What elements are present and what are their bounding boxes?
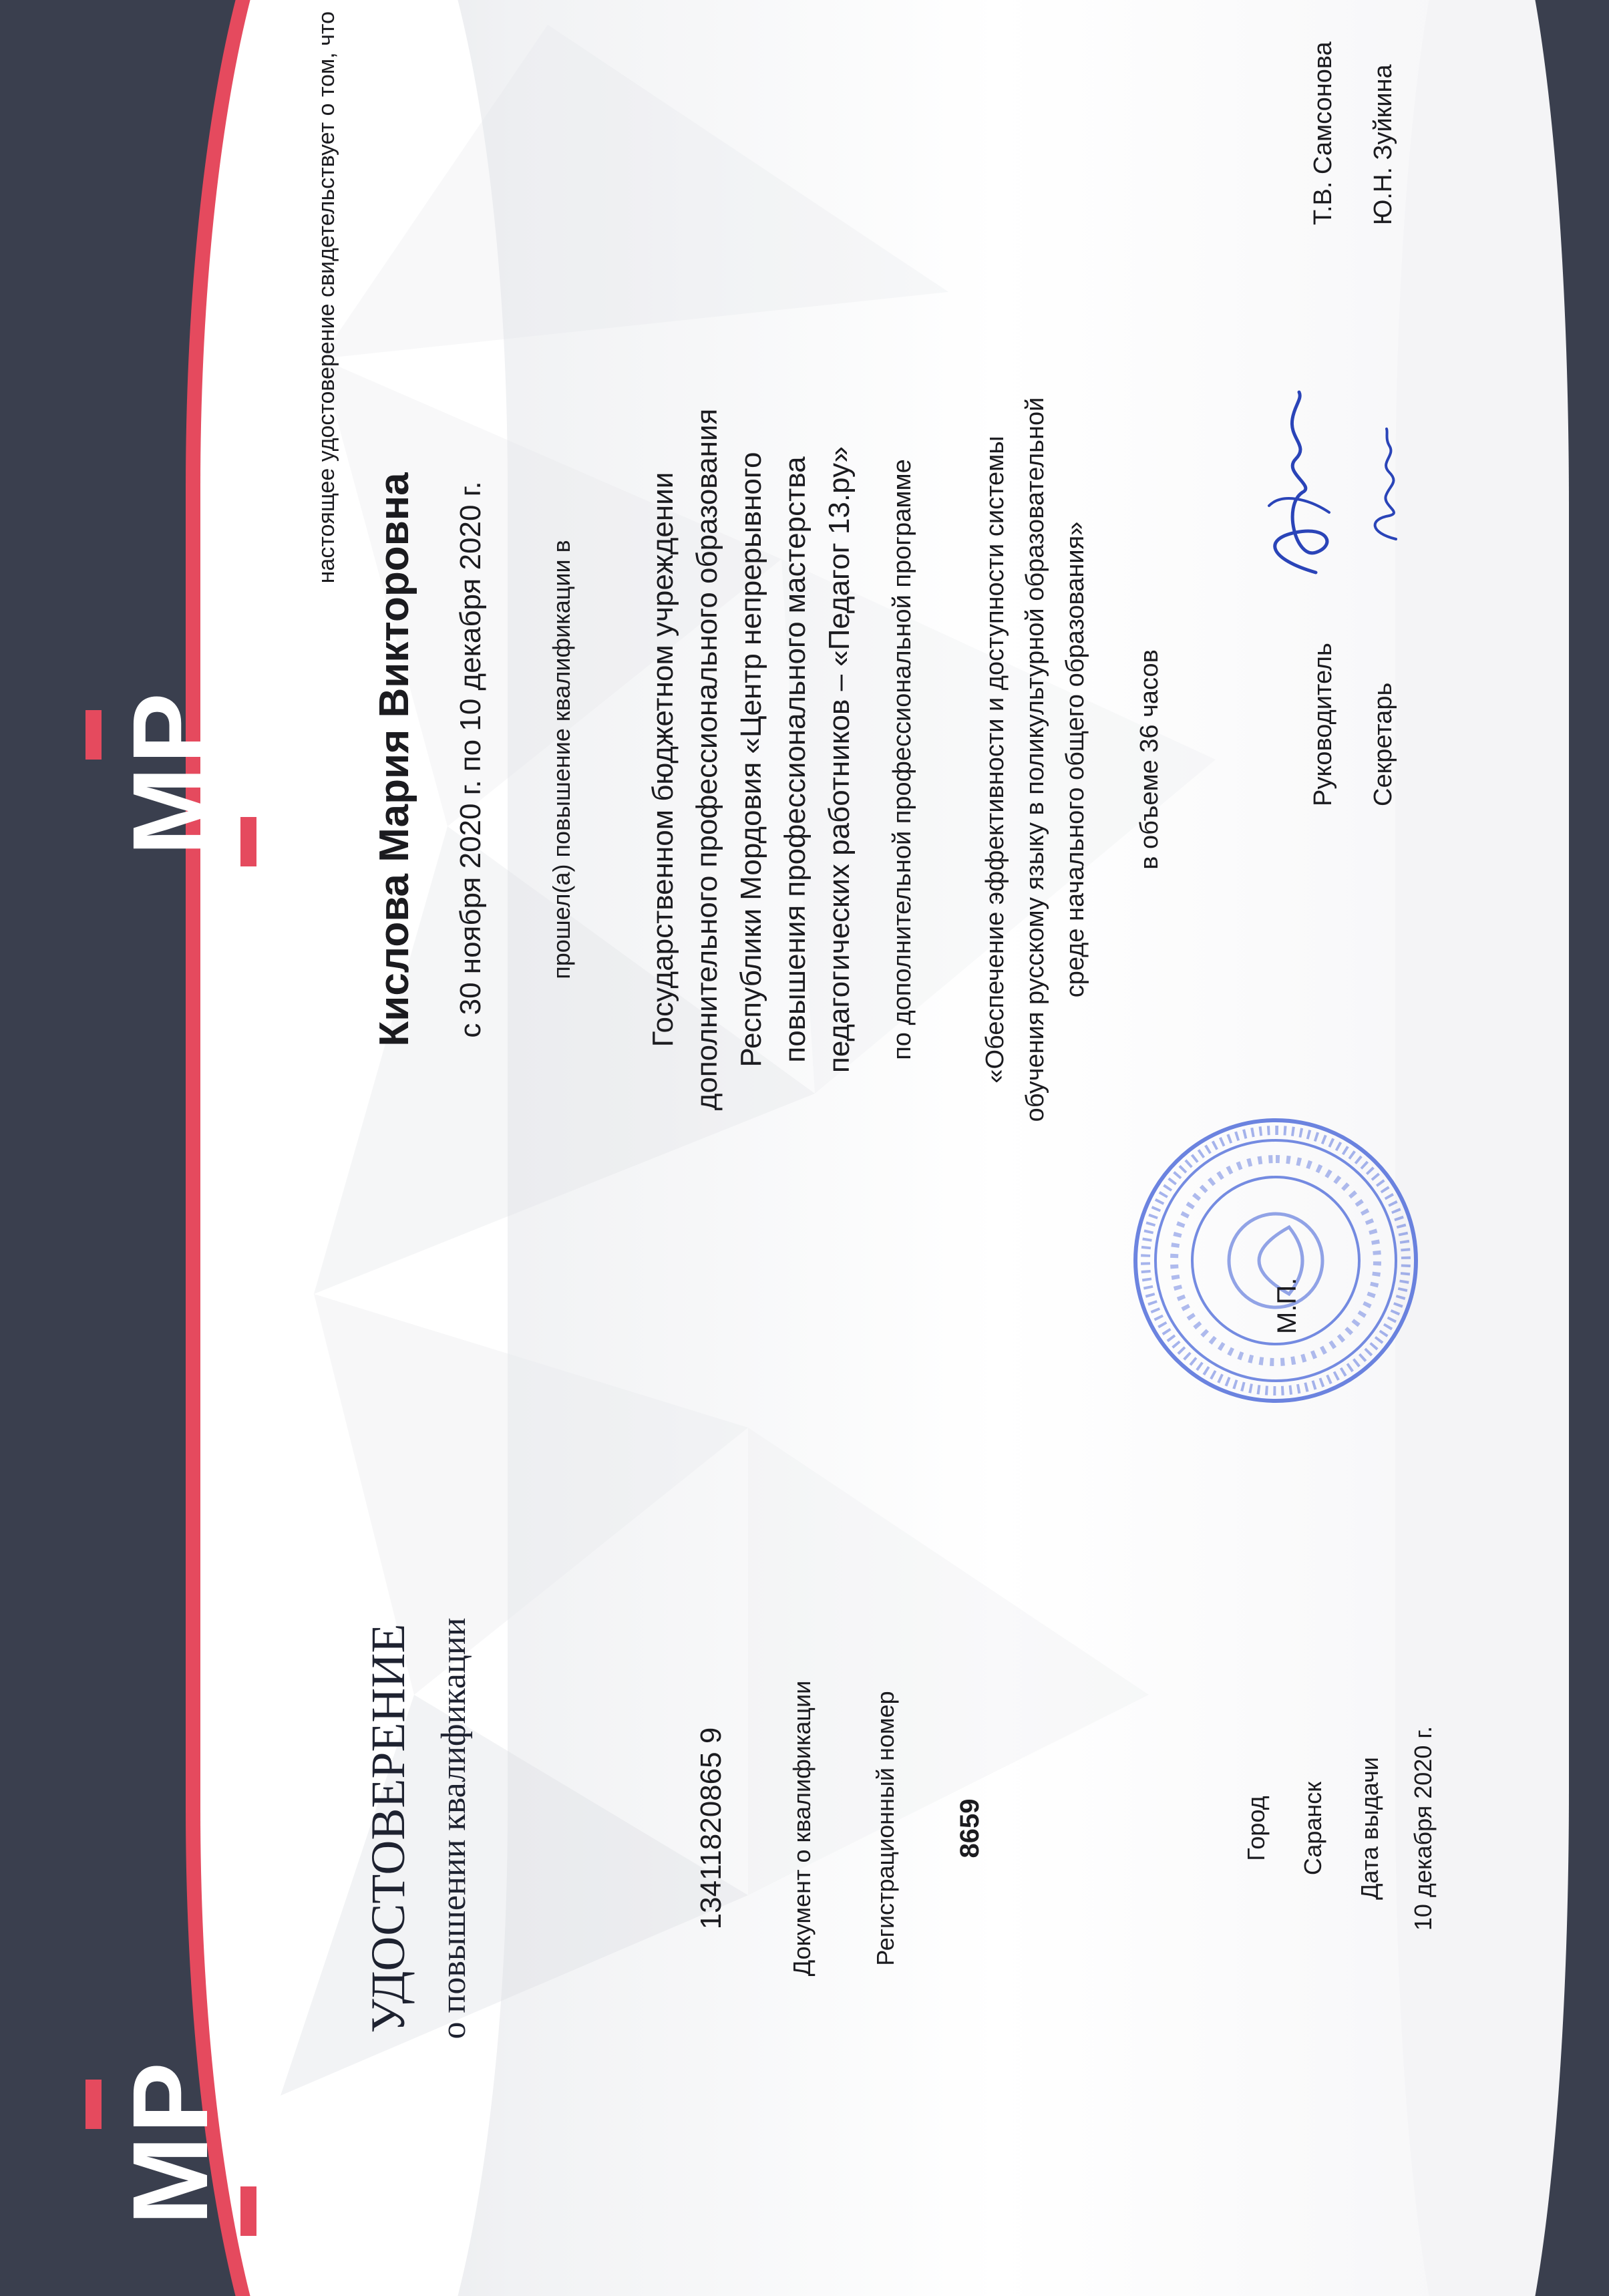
secretary-role: Секретарь: [1369, 682, 1397, 806]
head-role: Руководитель: [1309, 643, 1337, 806]
institution-name: [641, 225, 862, 1294]
secretary-name: Ю.Н. Зуйкина: [1369, 64, 1397, 225]
certificate-title: УДОСТОВЕРЕНИЕ: [361, 1623, 415, 2033]
institution-line: дополнительного профессионального образования: [691, 408, 723, 1111]
head-name: Т.В. Самсонова: [1309, 41, 1337, 225]
program-title: [975, 205, 1095, 1314]
institution-line: Республики Мордовия «Центр непрерывного: [735, 452, 767, 1068]
logo-text: МР: [110, 690, 230, 856]
city-label: Город: [1242, 1796, 1270, 1861]
logo-right: [73, 673, 274, 873]
logo-accent-bar: [240, 817, 256, 866]
program-line: обучения русскому языку в поликультурной образовательной: [1021, 397, 1049, 1122]
logo-accent-bar: [240, 2186, 256, 2236]
issue-date-value: 10 декабря 2020 г.: [1409, 1726, 1437, 1931]
serial-number: 13411820865 9: [695, 1727, 727, 1930]
stamp-label: М.П.: [1272, 1277, 1302, 1334]
passed-text: прошел(а) повышение квалификации в: [548, 540, 575, 979]
program-label: по дополнительной профессиональной программе: [888, 459, 916, 1060]
training-period: с 30 ноября 2020 г. по 10 декабря 2020 г.: [454, 481, 487, 1038]
secretary-signature: [1363, 426, 1409, 546]
institution-line: Государственном бюджетном учреждении: [647, 472, 679, 1047]
logo-left: [73, 2042, 274, 2243]
recipient-name: Кислова Мария Викторовна: [371, 472, 417, 1047]
intro-text: настоящее удостоверение свидетельствует о том, что: [314, 11, 339, 584]
document-label: Документ о квалификации: [788, 1680, 816, 1977]
registration-number: 8659: [955, 1798, 985, 1858]
logo-text: МР: [110, 2060, 230, 2225]
logo-accent-bar: [85, 2080, 102, 2129]
institution-line: повышения профессионального мастерства: [779, 456, 812, 1063]
issue-date-label: Дата выдачи: [1356, 1757, 1383, 1900]
city-value: Саранск: [1299, 1781, 1326, 1876]
logo-accent-bar: [85, 710, 102, 760]
certificate-subtitle: о повышении квалификации: [435, 1617, 473, 2039]
official-seal: [1129, 1114, 1423, 1408]
program-line: среде начального общего образования»: [1061, 521, 1089, 998]
hours-text: в объеме 36 часов: [1135, 649, 1164, 870]
head-signature: [1256, 385, 1343, 586]
institution-line: педагогических работников – «Педагог 13.ру»: [823, 446, 856, 1073]
program-line: «Обеспечение эффективности и доступности системы: [981, 436, 1009, 1084]
registration-label: Регистрационный номер: [872, 1691, 899, 1966]
